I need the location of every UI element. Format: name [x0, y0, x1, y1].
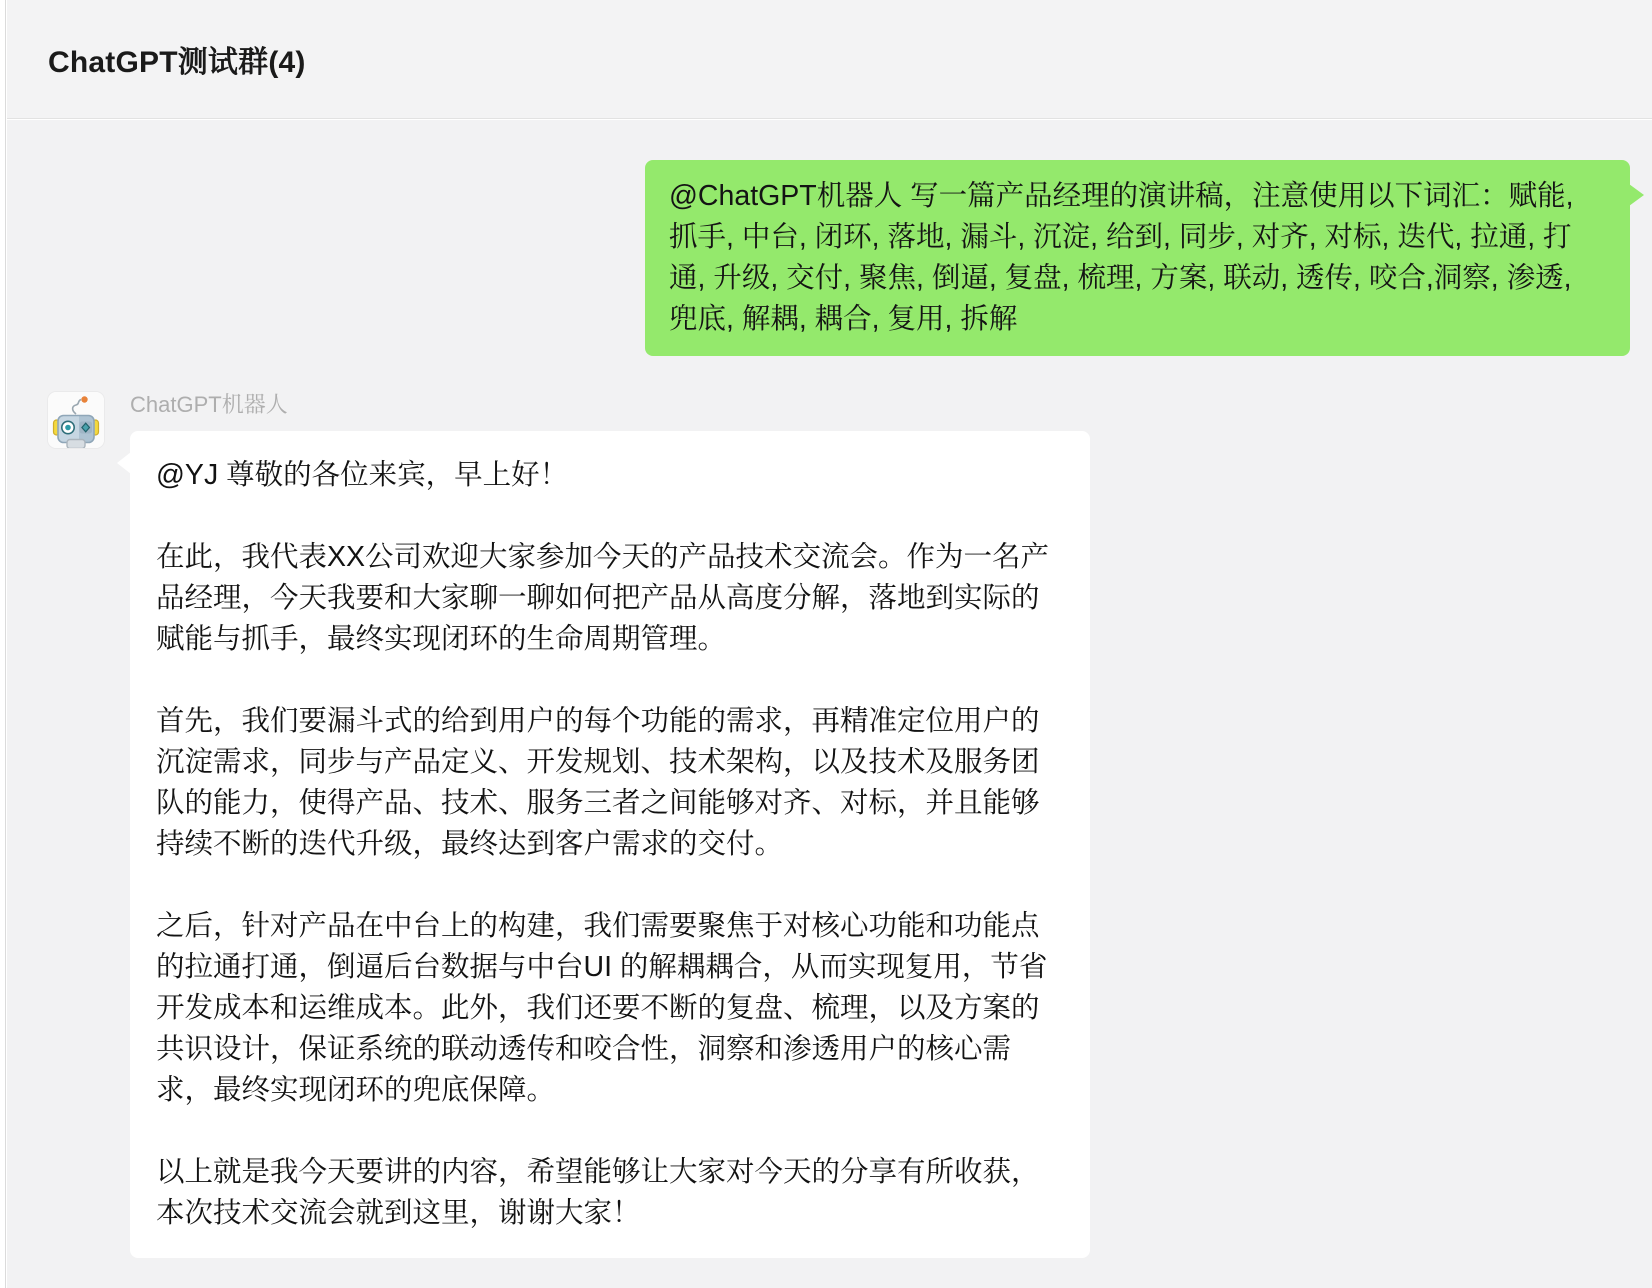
message-paragraph: 以上就是我今天要讲的内容，希望能够让大家对今天的分享有所收获，本次技术交流会就到这里，谢谢大家！: [156, 1156, 1040, 1229]
sent-message-bubble[interactable]: [645, 160, 1630, 356]
message-paragraph: 之后，针对产品在中台上的构建，我们需要聚焦于对核心功能和功能点的拉通打通，倒逼后台数据与中台UI 的解耦耦合，从而实现复用，节省开发成本和运维成本。此外，我们还要不断的复盘、梳理，以及方案的共识设计，保证系统的联动透传和咬合性，洞察和渗透用户的核心需求，最终实现闭环的兜底保障。: [156, 910, 1048, 1106]
received-message-bubble[interactable]: [130, 431, 1090, 1258]
robot-avatar-icon[interactable]: [48, 392, 104, 448]
bubble-tail-right: [1629, 184, 1644, 206]
chat-title: ChatGPT测试群(4): [48, 46, 306, 79]
message-paragraph: 在此，我代表XX公司欢迎大家参加今天的产品技术交流会。作为一名产品经理，今天我要和大家聊一聊如何把产品从高度分解，落地到实际的赋能与抓手，最终实现闭环的生命周期管理。: [156, 541, 1050, 655]
sent-message-text: @ChatGPT机器人 写一篇产品经理的演讲稿，注意使用以下词汇：赋能, 抓手, 中台, 闭环, 落地, 漏斗, 沉淀, 给到, 同步, 对齐, 对标, 迭代, 拉通, 打通, 升级, 交付, 聚焦, 倒逼, 复盘, 梳理, 方案, 联动, 透传, 咬合,洞察, 渗透, 兜底, 解耦, 耦合, 复用, 拆解: [669, 180, 1574, 335]
received-message-column: [130, 392, 1090, 1258]
message-paragraph: 首先，我们要漏斗式的给到用户的每个功能的需求，再精准定位用户的沉淀需求，同步与产品定义、开发规划、技术架构，以及技术及服务团队的能力，使得产品、技术、服务三者之间能够对齐、对标，并且能够持续不断的迭代升级，最终达到客户需求的交付。: [156, 705, 1040, 860]
received-message-group: [48, 392, 1090, 1258]
sender-name: ChatGPT机器人: [130, 392, 288, 417]
message-area[interactable]: [7, 120, 1652, 1288]
chat-header: [7, 0, 1652, 119]
chat-window: [7, 0, 1652, 1288]
bubble-tail-left: [117, 452, 131, 474]
message-paragraph: @YJ 尊敬的各位来宾，早上好！: [156, 459, 569, 491]
window-edge-divider: [0, 0, 6, 1288]
